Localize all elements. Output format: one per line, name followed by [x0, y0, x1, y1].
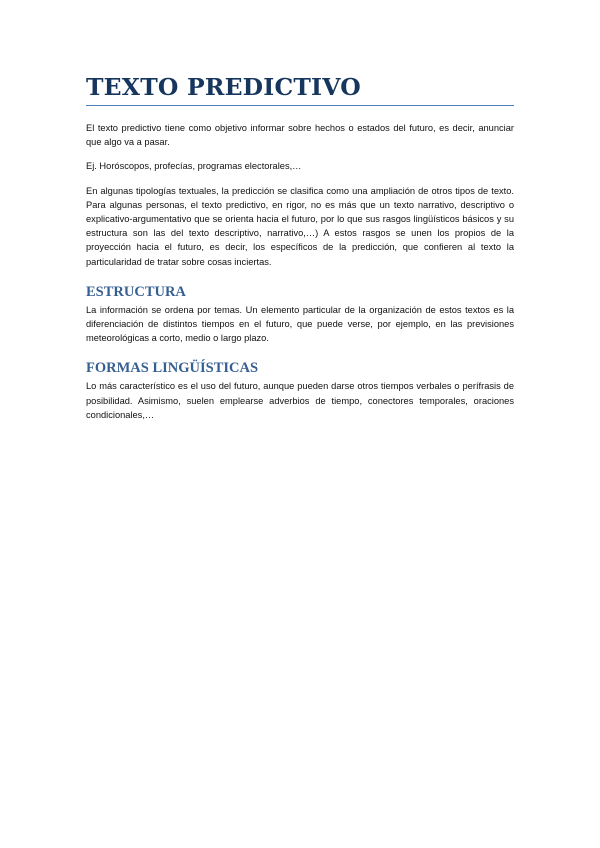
section-body-estructura: La información se ordena por temas. Un elemento particular de la organización de estos textos es la diferenciación de distintos tiempos en el futuro, que puede verse, por ejemplo, en las previsiones meteorológicas a corto, medio o largo plazo.: [86, 304, 514, 344]
example-paragraph: Ej. Horóscopos, profecías, programas electorales,…: [86, 161, 302, 172]
detail-paragraph: En algunas tipologías textuales, la predicción se clasifica como una ampliación de otros tipos de texto. Para algunas personas, el texto predictivo, en rigor, no es más que un texto narrativo, descriptivo o explicativo-argumentativo que se orienta hacia el futuro, por lo que sus rasgos lingüísticos básicos y su estructura son las del texto descriptivo, narrativo,…) A estos rasgos se unen los propios de la proyección hacia el futuro, es decir, los específicos de la predicción, que confieren al texto la particularidad de tratar sobre cosas inciertas.: [86, 185, 514, 267]
page-title: TEXTO PREDICTIVO: [86, 72, 514, 106]
intro-paragraph: El texto predictivo tiene como objetivo informar sobre hechos o estados del futuro, es decir, anunciar que algo va a pasar.: [86, 123, 514, 148]
section-heading-estructura: ESTRUCTURA: [86, 283, 186, 300]
document-content: [86, 72, 514, 422]
section-body-formas-linguisticas: Lo más característico es el uso del futuro, aunque pueden darse otros tiempos verbales o perífrasis de posibilidad. Asimismo, suelen emplearse adverbios de tiempo, conectores temporales, oraciones condicionales,…: [86, 381, 514, 420]
section-heading-formas-linguisticas: FORMAS LINGÜÍSTICAS: [86, 360, 259, 377]
